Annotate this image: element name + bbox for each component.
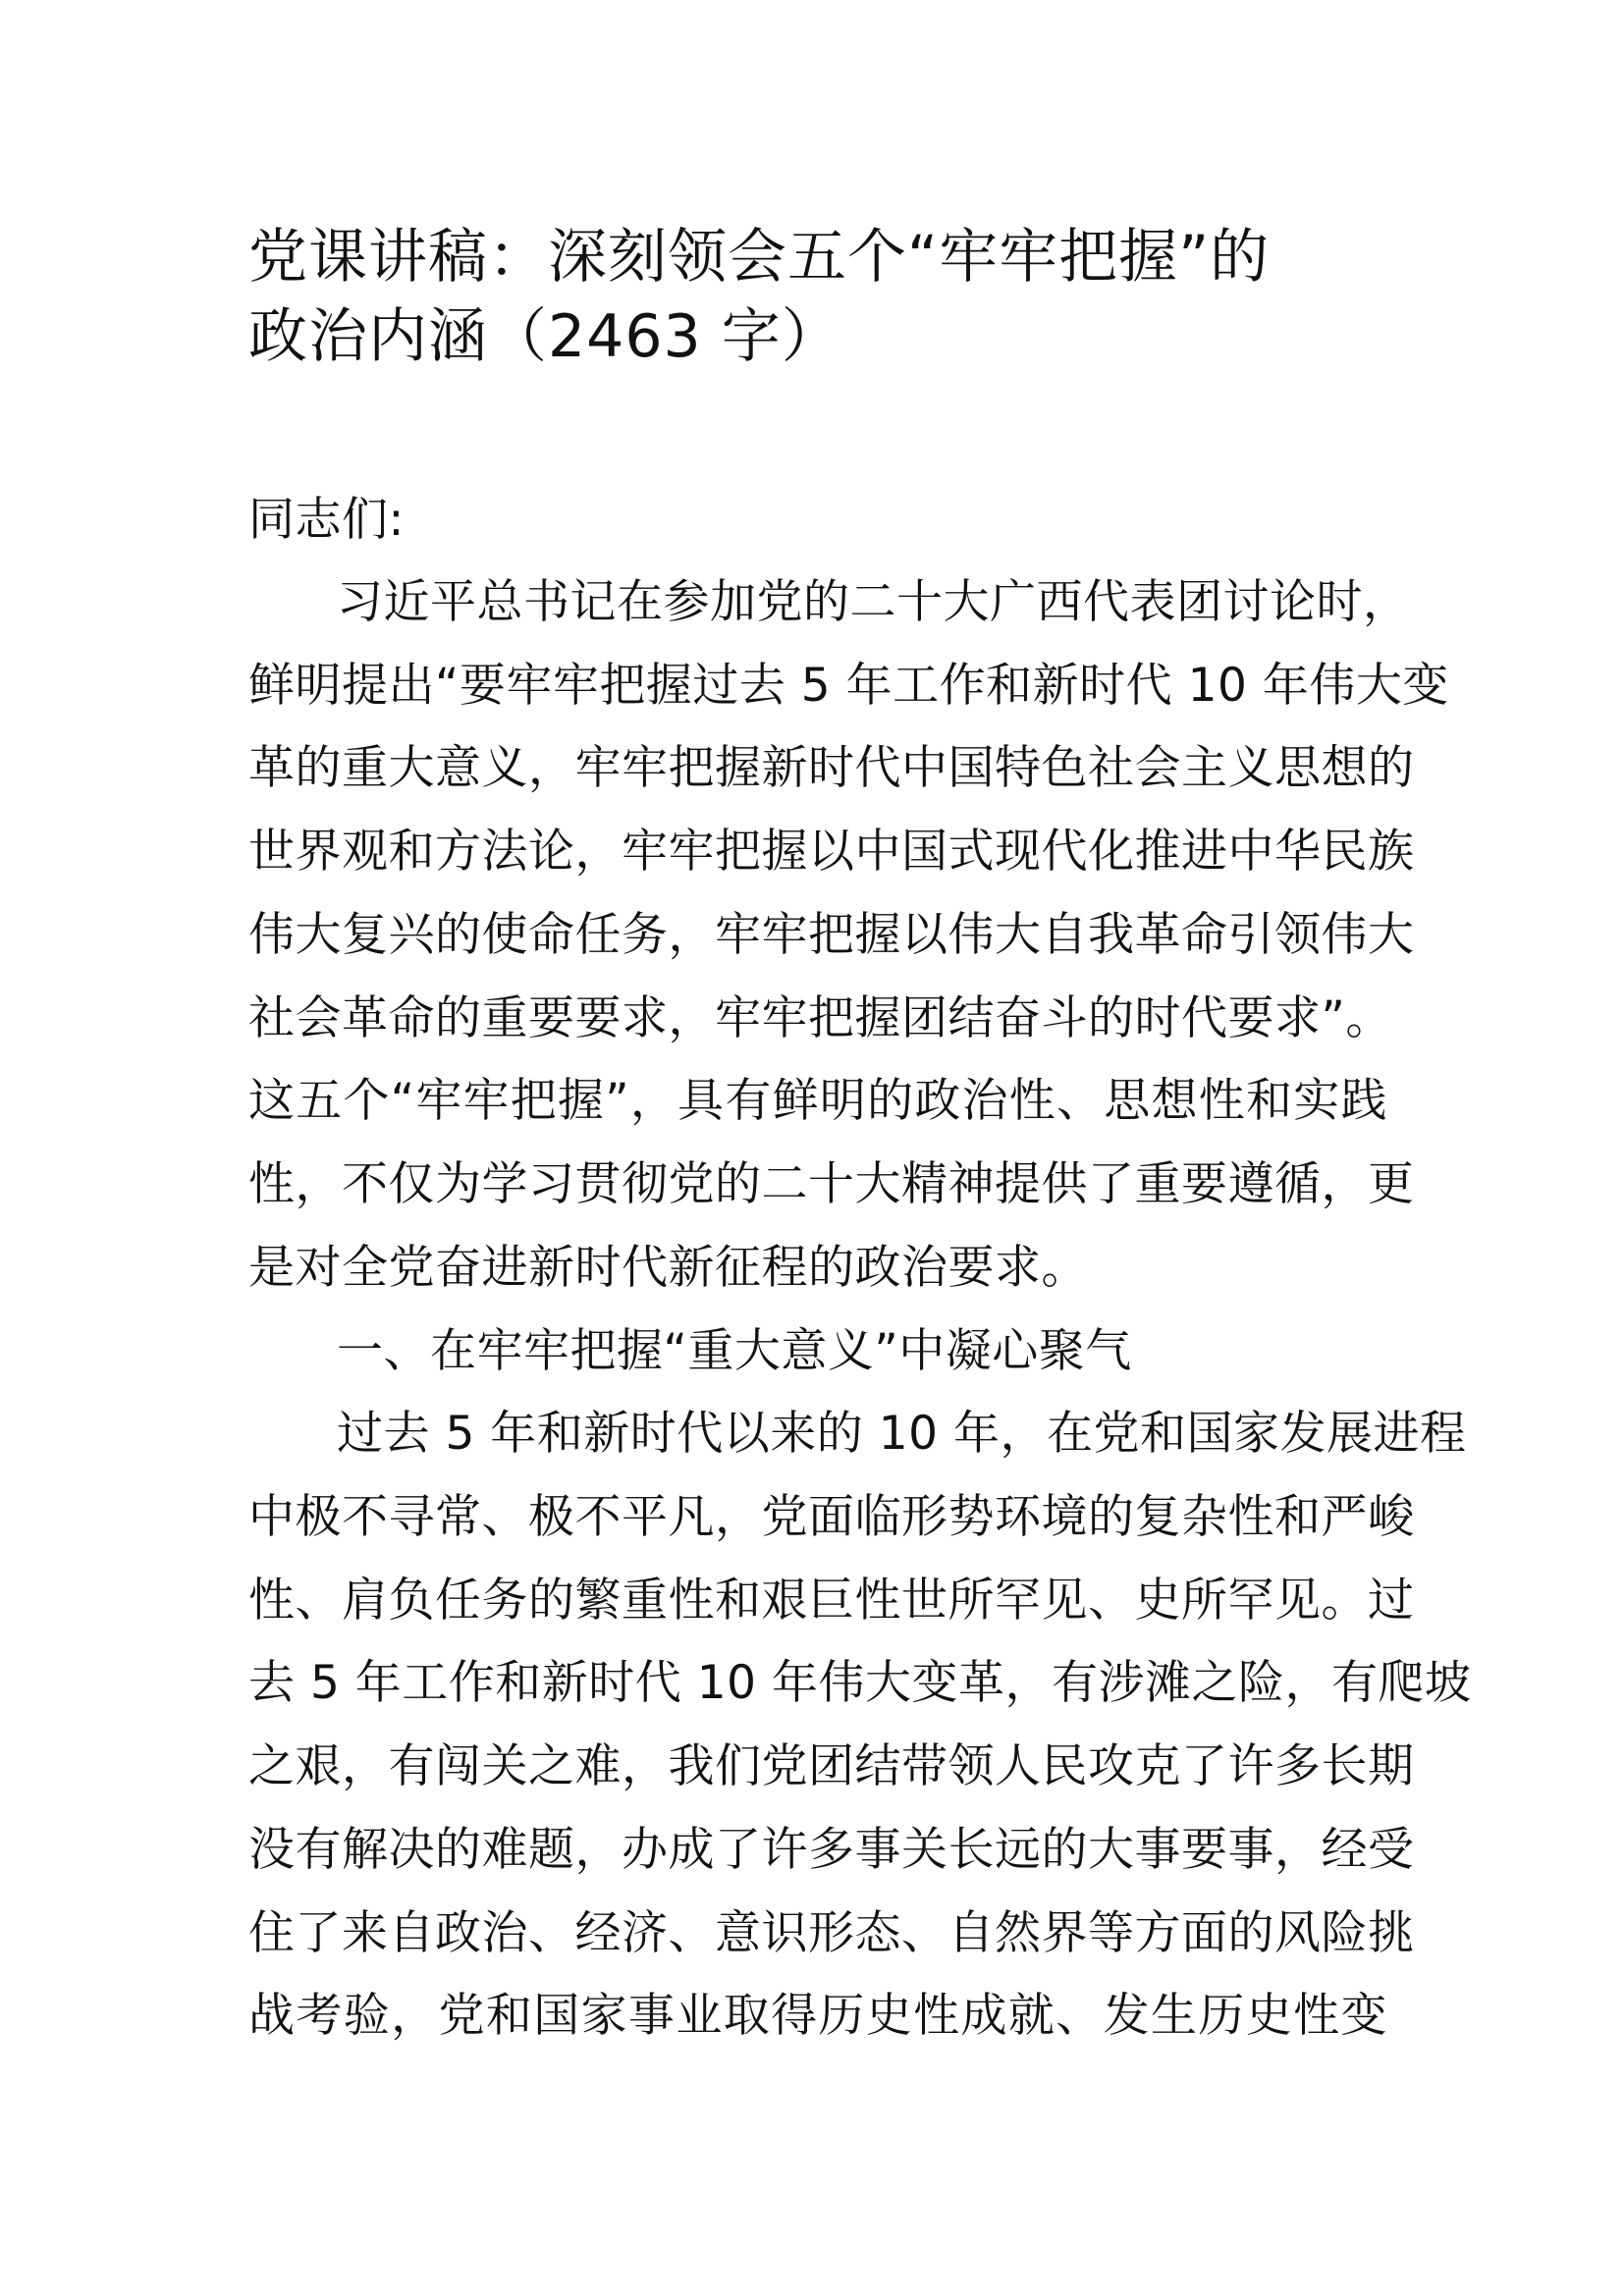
body-line: 中极不寻常、极不平凡，党面临形势环境的复杂性和严峻 <box>248 1490 1415 1544</box>
body-line: 没有解决的难题，办成了许多事关长远的大事要事，经受 <box>248 1823 1415 1877</box>
document-title-line-1: 党课讲稿：深刻领会五个“牢牢把握”的 <box>248 223 1271 292</box>
intro-line: 革的重大意义，牢牢把握新时代中国特色社会主义思想的 <box>248 741 1415 795</box>
intro-line: 伟大复兴的使命任务，牢牢把握以伟大自我革命引领伟大 <box>248 908 1415 962</box>
body-line: 战考验，党和国家事业取得历史性成就、发生历史性变 <box>248 1989 1387 2043</box>
body-line: 住了来自政治、经济、意识形态、自然界等方面的风险挑 <box>248 1906 1415 1960</box>
section-heading: 一、在牢牢把握“重大意义”中凝心聚气 <box>337 1324 1132 1378</box>
intro-line: 这五个“牢牢把握”，具有鲜明的政治性、思想性和实践 <box>248 1074 1387 1128</box>
body-line: 性、肩负任务的繁重性和艰巨性世所罕见、史所罕见。过 <box>248 1574 1415 1628</box>
intro-line: 性，不仅为学习贯彻党的二十大精神提供了重要遵循，更 <box>248 1157 1415 1211</box>
document-title-line-2: 政治内涵（2463 字） <box>248 302 841 371</box>
body-line: 去 5 年工作和新时代 10 年伟大变革，有涉滩之险，有爬坡 <box>248 1656 1472 1710</box>
body-line: 之艰，有闯关之难，我们党团结带领人民攻克了许多长期 <box>248 1739 1415 1793</box>
intro-line: 世界观和方法论，牢牢把握以中国式现代化推进中华民族 <box>248 825 1415 879</box>
intro-line: 习近平总书记在参加党的二十大广西代表团讨论时， <box>337 575 1410 629</box>
intro-line: 鲜明提出“要牢牢把握过去 5 年工作和新时代 10 年伟大变 <box>248 659 1449 713</box>
body-line: 过去 5 年和新时代以来的 10 年，在党和国家发展进程 <box>337 1407 1467 1461</box>
intro-line: 是对全党奋进新时代新征程的政治要求。 <box>248 1241 1088 1295</box>
intro-line: 社会革命的重要要求，牢牢把握团结奋斗的时代要求”。 <box>248 991 1392 1045</box>
salutation: 同志们: <box>248 493 405 547</box>
